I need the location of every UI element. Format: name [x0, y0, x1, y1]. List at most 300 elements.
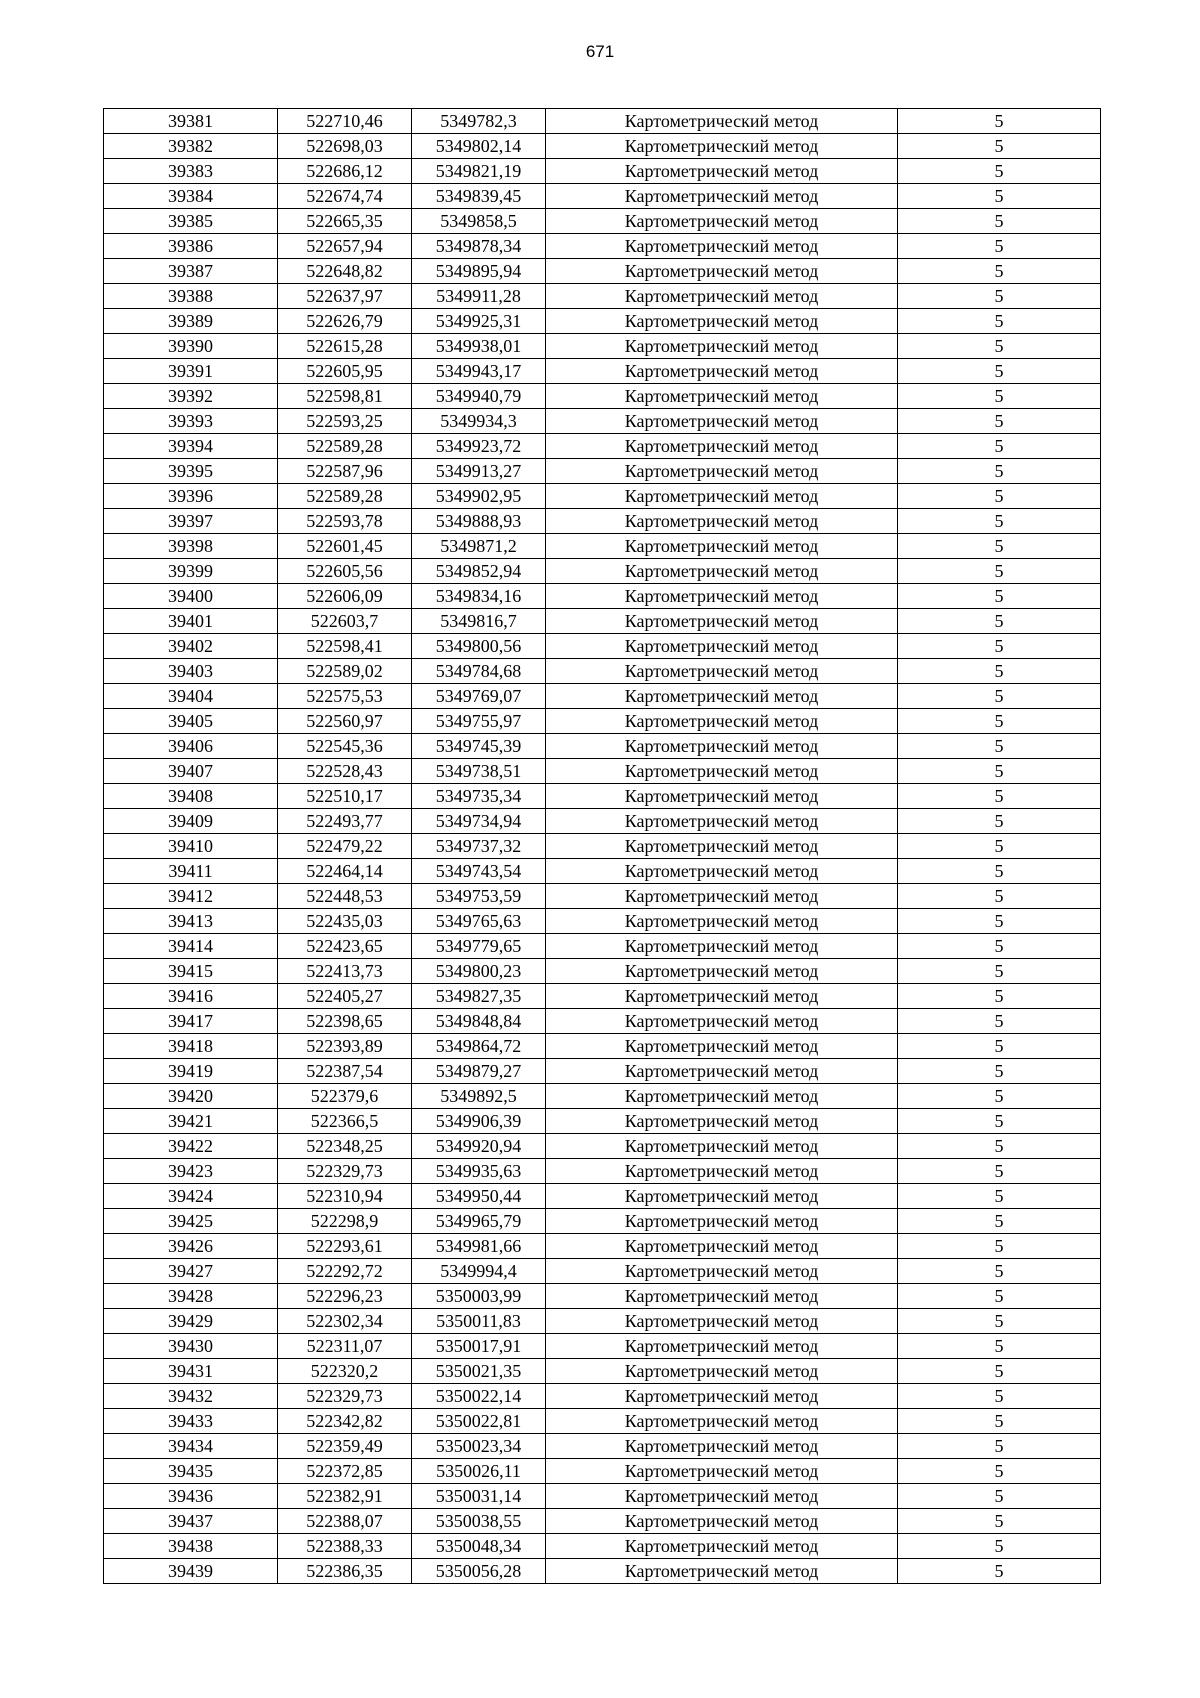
x-coordinate-cell: 522388,33	[278, 1534, 412, 1559]
accuracy-cell: 5	[898, 234, 1101, 259]
accuracy-cell: 5	[898, 1184, 1101, 1209]
point-number-cell: 39436	[104, 1484, 278, 1509]
accuracy-cell: 5	[898, 209, 1101, 234]
point-number-cell: 39411	[104, 859, 278, 884]
y-coordinate-cell: 5349858,5	[412, 209, 546, 234]
method-cell: Картометрический метод	[546, 509, 898, 534]
coordinates-table-body	[104, 109, 1101, 1584]
point-number-cell: 39424	[104, 1184, 278, 1209]
x-coordinate-cell: 522388,07	[278, 1509, 412, 1534]
x-coordinate-cell: 522372,85	[278, 1459, 412, 1484]
y-coordinate-cell: 5349879,27	[412, 1059, 546, 1084]
method-cell: Картометрический метод	[546, 959, 898, 984]
point-number-cell: 39400	[104, 584, 278, 609]
y-coordinate-cell: 5349765,63	[412, 909, 546, 934]
accuracy-cell: 5	[898, 484, 1101, 509]
method-cell: Картометрический метод	[546, 584, 898, 609]
method-cell: Картометрический метод	[546, 1334, 898, 1359]
x-coordinate-cell: 522665,35	[278, 209, 412, 234]
y-coordinate-cell: 5350022,81	[412, 1409, 546, 1434]
y-coordinate-cell: 5349871,2	[412, 534, 546, 559]
table-row	[104, 1134, 1101, 1159]
y-coordinate-cell: 5349943,17	[412, 359, 546, 384]
point-number-cell: 39382	[104, 134, 278, 159]
table-row	[104, 1109, 1101, 1134]
y-coordinate-cell: 5349827,35	[412, 984, 546, 1009]
point-number-cell: 39408	[104, 784, 278, 809]
point-number-cell: 39430	[104, 1334, 278, 1359]
accuracy-cell: 5	[898, 659, 1101, 684]
method-cell: Картометрический метод	[546, 459, 898, 484]
method-cell: Картометрический метод	[546, 234, 898, 259]
point-number-cell: 39433	[104, 1409, 278, 1434]
point-number-cell: 39383	[104, 159, 278, 184]
table-row	[104, 334, 1101, 359]
x-coordinate-cell: 522615,28	[278, 334, 412, 359]
point-number-cell: 39434	[104, 1434, 278, 1459]
x-coordinate-cell: 522296,23	[278, 1284, 412, 1309]
method-cell: Картометрический метод	[546, 1259, 898, 1284]
x-coordinate-cell: 522342,82	[278, 1409, 412, 1434]
y-coordinate-cell: 5349994,4	[412, 1259, 546, 1284]
method-cell: Картометрический метод	[546, 859, 898, 884]
point-number-cell: 39384	[104, 184, 278, 209]
accuracy-cell: 5	[898, 1084, 1101, 1109]
accuracy-cell: 5	[898, 1059, 1101, 1084]
y-coordinate-cell: 5349738,51	[412, 759, 546, 784]
x-coordinate-cell: 522386,35	[278, 1559, 412, 1584]
y-coordinate-cell: 5349981,66	[412, 1234, 546, 1259]
method-cell: Картометрический метод	[546, 1509, 898, 1534]
accuracy-cell: 5	[898, 1034, 1101, 1059]
accuracy-cell: 5	[898, 1259, 1101, 1284]
method-cell: Картометрический метод	[546, 1459, 898, 1484]
method-cell: Картометрический метод	[546, 1184, 898, 1209]
accuracy-cell: 5	[898, 1134, 1101, 1159]
method-cell: Картометрический метод	[546, 1059, 898, 1084]
y-coordinate-cell: 5350003,99	[412, 1284, 546, 1309]
point-number-cell: 39406	[104, 734, 278, 759]
y-coordinate-cell: 5350023,34	[412, 1434, 546, 1459]
accuracy-cell: 5	[898, 1459, 1101, 1484]
point-number-cell: 39386	[104, 234, 278, 259]
method-cell: Картометрический метод	[546, 884, 898, 909]
method-cell: Картометрический метод	[546, 484, 898, 509]
y-coordinate-cell: 5350048,34	[412, 1534, 546, 1559]
y-coordinate-cell: 5349902,95	[412, 484, 546, 509]
accuracy-cell: 5	[898, 409, 1101, 434]
y-coordinate-cell: 5350011,83	[412, 1309, 546, 1334]
accuracy-cell: 5	[898, 309, 1101, 334]
accuracy-cell: 5	[898, 1209, 1101, 1234]
y-coordinate-cell: 5349923,72	[412, 434, 546, 459]
method-cell: Картометрический метод	[546, 309, 898, 334]
method-cell: Картометрический метод	[546, 1109, 898, 1134]
point-number-cell: 39412	[104, 884, 278, 909]
point-number-cell: 39409	[104, 809, 278, 834]
point-number-cell: 39414	[104, 934, 278, 959]
method-cell: Картометрический метод	[546, 634, 898, 659]
accuracy-cell: 5	[898, 784, 1101, 809]
accuracy-cell: 5	[898, 809, 1101, 834]
x-coordinate-cell: 522686,12	[278, 159, 412, 184]
accuracy-cell: 5	[898, 559, 1101, 584]
point-number-cell: 39425	[104, 1209, 278, 1234]
table-row	[104, 509, 1101, 534]
y-coordinate-cell: 5349755,97	[412, 709, 546, 734]
point-number-cell: 39437	[104, 1509, 278, 1534]
accuracy-cell: 5	[898, 609, 1101, 634]
method-cell: Картометрический метод	[546, 734, 898, 759]
point-number-cell: 39398	[104, 534, 278, 559]
point-number-cell: 39432	[104, 1384, 278, 1409]
table-row	[104, 1409, 1101, 1434]
x-coordinate-cell: 522448,53	[278, 884, 412, 909]
table-row	[104, 1559, 1101, 1584]
table-row	[104, 109, 1101, 134]
accuracy-cell: 5	[898, 759, 1101, 784]
table-row	[104, 709, 1101, 734]
y-coordinate-cell: 5349913,27	[412, 459, 546, 484]
table-row	[104, 259, 1101, 284]
method-cell: Картометрический метод	[546, 934, 898, 959]
accuracy-cell: 5	[898, 159, 1101, 184]
accuracy-cell: 5	[898, 934, 1101, 959]
point-number-cell: 39417	[104, 1009, 278, 1034]
point-number-cell: 39392	[104, 384, 278, 409]
method-cell: Картометрический метод	[546, 1484, 898, 1509]
method-cell: Картометрический метод	[546, 759, 898, 784]
method-cell: Картометрический метод	[546, 684, 898, 709]
accuracy-cell: 5	[898, 859, 1101, 884]
y-coordinate-cell: 5349800,23	[412, 959, 546, 984]
x-coordinate-cell: 522329,73	[278, 1159, 412, 1184]
coordinates-table	[103, 108, 1101, 1584]
x-coordinate-cell: 522366,5	[278, 1109, 412, 1134]
table-row	[104, 1259, 1101, 1284]
method-cell: Картометрический метод	[546, 384, 898, 409]
table-row	[104, 234, 1101, 259]
method-cell: Картометрический метод	[546, 1234, 898, 1259]
table-row	[104, 1084, 1101, 1109]
table-row	[104, 484, 1101, 509]
table-row	[104, 1359, 1101, 1384]
point-number-cell: 39421	[104, 1109, 278, 1134]
point-number-cell: 39428	[104, 1284, 278, 1309]
y-coordinate-cell: 5349839,45	[412, 184, 546, 209]
accuracy-cell: 5	[898, 1409, 1101, 1434]
y-coordinate-cell: 5349737,32	[412, 834, 546, 859]
table-row	[104, 1434, 1101, 1459]
table-row	[104, 1309, 1101, 1334]
accuracy-cell: 5	[898, 1234, 1101, 1259]
table-row	[104, 609, 1101, 634]
point-number-cell: 39391	[104, 359, 278, 384]
table-row	[104, 1184, 1101, 1209]
x-coordinate-cell: 522379,6	[278, 1084, 412, 1109]
table-row	[104, 409, 1101, 434]
accuracy-cell: 5	[898, 434, 1101, 459]
accuracy-cell: 5	[898, 359, 1101, 384]
y-coordinate-cell: 5349906,39	[412, 1109, 546, 1134]
point-number-cell: 39407	[104, 759, 278, 784]
method-cell: Картометрический метод	[546, 184, 898, 209]
method-cell: Картометрический метод	[546, 209, 898, 234]
method-cell: Картометрический метод	[546, 159, 898, 184]
point-number-cell: 39403	[104, 659, 278, 684]
accuracy-cell: 5	[898, 884, 1101, 909]
x-coordinate-cell: 522589,28	[278, 434, 412, 459]
method-cell: Картометрический метод	[546, 1134, 898, 1159]
point-number-cell: 39387	[104, 259, 278, 284]
y-coordinate-cell: 5349965,79	[412, 1209, 546, 1234]
method-cell: Картометрический метод	[546, 409, 898, 434]
method-cell: Картометрический метод	[546, 1409, 898, 1434]
accuracy-cell: 5	[898, 1484, 1101, 1509]
method-cell: Картометрический метод	[546, 1309, 898, 1334]
accuracy-cell: 5	[898, 684, 1101, 709]
method-cell: Картометрический метод	[546, 534, 898, 559]
y-coordinate-cell: 5349934,3	[412, 409, 546, 434]
accuracy-cell: 5	[898, 709, 1101, 734]
accuracy-cell: 5	[898, 1159, 1101, 1184]
table-row	[104, 659, 1101, 684]
table-row	[104, 734, 1101, 759]
x-coordinate-cell: 522528,43	[278, 759, 412, 784]
point-number-cell: 39388	[104, 284, 278, 309]
y-coordinate-cell: 5349911,28	[412, 284, 546, 309]
method-cell: Картометрический метод	[546, 1359, 898, 1384]
y-coordinate-cell: 5349816,7	[412, 609, 546, 634]
table-row	[104, 884, 1101, 909]
x-coordinate-cell: 522464,14	[278, 859, 412, 884]
table-row	[104, 559, 1101, 584]
y-coordinate-cell: 5349892,5	[412, 1084, 546, 1109]
y-coordinate-cell: 5349852,94	[412, 559, 546, 584]
y-coordinate-cell: 5349745,39	[412, 734, 546, 759]
y-coordinate-cell: 5349848,84	[412, 1009, 546, 1034]
point-number-cell: 39415	[104, 959, 278, 984]
accuracy-cell: 5	[898, 909, 1101, 934]
y-coordinate-cell: 5349782,3	[412, 109, 546, 134]
point-number-cell: 39413	[104, 909, 278, 934]
x-coordinate-cell: 522310,94	[278, 1184, 412, 1209]
point-number-cell: 39405	[104, 709, 278, 734]
accuracy-cell: 5	[898, 1559, 1101, 1584]
x-coordinate-cell: 522348,25	[278, 1134, 412, 1159]
x-coordinate-cell: 522593,25	[278, 409, 412, 434]
table-row	[104, 1384, 1101, 1409]
point-number-cell: 39402	[104, 634, 278, 659]
x-coordinate-cell: 522593,78	[278, 509, 412, 534]
table-row	[104, 834, 1101, 859]
y-coordinate-cell: 5349802,14	[412, 134, 546, 159]
x-coordinate-cell: 522710,46	[278, 109, 412, 134]
method-cell: Картометрический метод	[546, 109, 898, 134]
accuracy-cell: 5	[898, 634, 1101, 659]
x-coordinate-cell: 522413,73	[278, 959, 412, 984]
method-cell: Картометрический метод	[546, 284, 898, 309]
point-number-cell: 39426	[104, 1234, 278, 1259]
method-cell: Картометрический метод	[546, 609, 898, 634]
table-row	[104, 459, 1101, 484]
accuracy-cell: 5	[898, 734, 1101, 759]
accuracy-cell: 5	[898, 109, 1101, 134]
accuracy-cell: 5	[898, 1109, 1101, 1134]
method-cell: Картометрический метод	[546, 334, 898, 359]
x-coordinate-cell: 522510,17	[278, 784, 412, 809]
method-cell: Картометрический метод	[546, 1084, 898, 1109]
accuracy-cell: 5	[898, 1309, 1101, 1334]
x-coordinate-cell: 522674,74	[278, 184, 412, 209]
y-coordinate-cell: 5350031,14	[412, 1484, 546, 1509]
x-coordinate-cell: 522435,03	[278, 909, 412, 934]
y-coordinate-cell: 5349735,34	[412, 784, 546, 809]
table-row	[104, 159, 1101, 184]
table-row	[104, 909, 1101, 934]
table-row	[104, 209, 1101, 234]
method-cell: Картометрический метод	[546, 709, 898, 734]
table-row	[104, 809, 1101, 834]
table-row	[104, 384, 1101, 409]
table-row	[104, 1209, 1101, 1234]
x-coordinate-cell: 522598,41	[278, 634, 412, 659]
x-coordinate-cell: 522405,27	[278, 984, 412, 1009]
point-number-cell: 39399	[104, 559, 278, 584]
point-number-cell: 39394	[104, 434, 278, 459]
point-number-cell: 39422	[104, 1134, 278, 1159]
method-cell: Картометрический метод	[546, 1209, 898, 1234]
x-coordinate-cell: 522545,36	[278, 734, 412, 759]
table-row	[104, 759, 1101, 784]
x-coordinate-cell: 522589,02	[278, 659, 412, 684]
method-cell: Картометрический метод	[546, 784, 898, 809]
method-cell: Картометрический метод	[546, 909, 898, 934]
table-row	[104, 434, 1101, 459]
point-number-cell: 39419	[104, 1059, 278, 1084]
accuracy-cell: 5	[898, 984, 1101, 1009]
y-coordinate-cell: 5349950,44	[412, 1184, 546, 1209]
x-coordinate-cell: 522605,56	[278, 559, 412, 584]
y-coordinate-cell: 5349769,07	[412, 684, 546, 709]
table-row	[104, 1459, 1101, 1484]
point-number-cell: 39439	[104, 1559, 278, 1584]
y-coordinate-cell: 5350038,55	[412, 1509, 546, 1534]
accuracy-cell: 5	[898, 1334, 1101, 1359]
point-number-cell: 39401	[104, 609, 278, 634]
method-cell: Картометрический метод	[546, 659, 898, 684]
point-number-cell: 39393	[104, 409, 278, 434]
point-number-cell: 39435	[104, 1459, 278, 1484]
x-coordinate-cell: 522329,73	[278, 1384, 412, 1409]
x-coordinate-cell: 522657,94	[278, 234, 412, 259]
method-cell: Картометрический метод	[546, 434, 898, 459]
point-number-cell: 39416	[104, 984, 278, 1009]
table-row	[104, 1234, 1101, 1259]
point-number-cell: 39395	[104, 459, 278, 484]
accuracy-cell: 5	[898, 534, 1101, 559]
accuracy-cell: 5	[898, 509, 1101, 534]
x-coordinate-cell: 522606,09	[278, 584, 412, 609]
accuracy-cell: 5	[898, 584, 1101, 609]
y-coordinate-cell: 5349779,65	[412, 934, 546, 959]
y-coordinate-cell: 5349834,16	[412, 584, 546, 609]
x-coordinate-cell: 522292,72	[278, 1259, 412, 1284]
table-row	[104, 1334, 1101, 1359]
y-coordinate-cell: 5349920,94	[412, 1134, 546, 1159]
method-cell: Картометрический метод	[546, 809, 898, 834]
accuracy-cell: 5	[898, 459, 1101, 484]
y-coordinate-cell: 5349878,34	[412, 234, 546, 259]
method-cell: Картометрический метод	[546, 1534, 898, 1559]
x-coordinate-cell: 522298,9	[278, 1209, 412, 1234]
table-row	[104, 1034, 1101, 1059]
point-number-cell: 39427	[104, 1259, 278, 1284]
point-number-cell: 39431	[104, 1359, 278, 1384]
method-cell: Картометрический метод	[546, 1159, 898, 1184]
y-coordinate-cell: 5349864,72	[412, 1034, 546, 1059]
table-row	[104, 134, 1101, 159]
table-row	[104, 1484, 1101, 1509]
x-coordinate-cell: 522382,91	[278, 1484, 412, 1509]
point-number-cell: 39385	[104, 209, 278, 234]
table-row	[104, 534, 1101, 559]
x-coordinate-cell: 522393,89	[278, 1034, 412, 1059]
accuracy-cell: 5	[898, 1434, 1101, 1459]
table-row	[104, 1534, 1101, 1559]
x-coordinate-cell: 522479,22	[278, 834, 412, 859]
y-coordinate-cell: 5349734,94	[412, 809, 546, 834]
point-number-cell: 39418	[104, 1034, 278, 1059]
table-row	[104, 684, 1101, 709]
point-number-cell: 39429	[104, 1309, 278, 1334]
x-coordinate-cell: 522605,95	[278, 359, 412, 384]
table-row	[104, 1159, 1101, 1184]
table-row	[104, 584, 1101, 609]
y-coordinate-cell: 5349938,01	[412, 334, 546, 359]
accuracy-cell: 5	[898, 134, 1101, 159]
x-coordinate-cell: 522698,03	[278, 134, 412, 159]
accuracy-cell: 5	[898, 1384, 1101, 1409]
y-coordinate-cell: 5349935,63	[412, 1159, 546, 1184]
point-number-cell: 39404	[104, 684, 278, 709]
method-cell: Картометрический метод	[546, 1034, 898, 1059]
y-coordinate-cell: 5349800,56	[412, 634, 546, 659]
y-coordinate-cell: 5350021,35	[412, 1359, 546, 1384]
method-cell: Картометрический метод	[546, 834, 898, 859]
accuracy-cell: 5	[898, 1359, 1101, 1384]
table-row	[104, 1509, 1101, 1534]
method-cell: Картометрический метод	[546, 1559, 898, 1584]
x-coordinate-cell: 522493,77	[278, 809, 412, 834]
table-row	[104, 284, 1101, 309]
accuracy-cell: 5	[898, 284, 1101, 309]
method-cell: Картометрический метод	[546, 1284, 898, 1309]
x-coordinate-cell: 522387,54	[278, 1059, 412, 1084]
x-coordinate-cell: 522587,96	[278, 459, 412, 484]
y-coordinate-cell: 5350026,11	[412, 1459, 546, 1484]
y-coordinate-cell: 5349743,54	[412, 859, 546, 884]
table-row	[104, 309, 1101, 334]
y-coordinate-cell: 5350017,91	[412, 1334, 546, 1359]
point-number-cell: 39390	[104, 334, 278, 359]
method-cell: Картометрический метод	[546, 1009, 898, 1034]
x-coordinate-cell: 522601,45	[278, 534, 412, 559]
table-row	[104, 784, 1101, 809]
accuracy-cell: 5	[898, 384, 1101, 409]
x-coordinate-cell: 522359,49	[278, 1434, 412, 1459]
y-coordinate-cell: 5349925,31	[412, 309, 546, 334]
